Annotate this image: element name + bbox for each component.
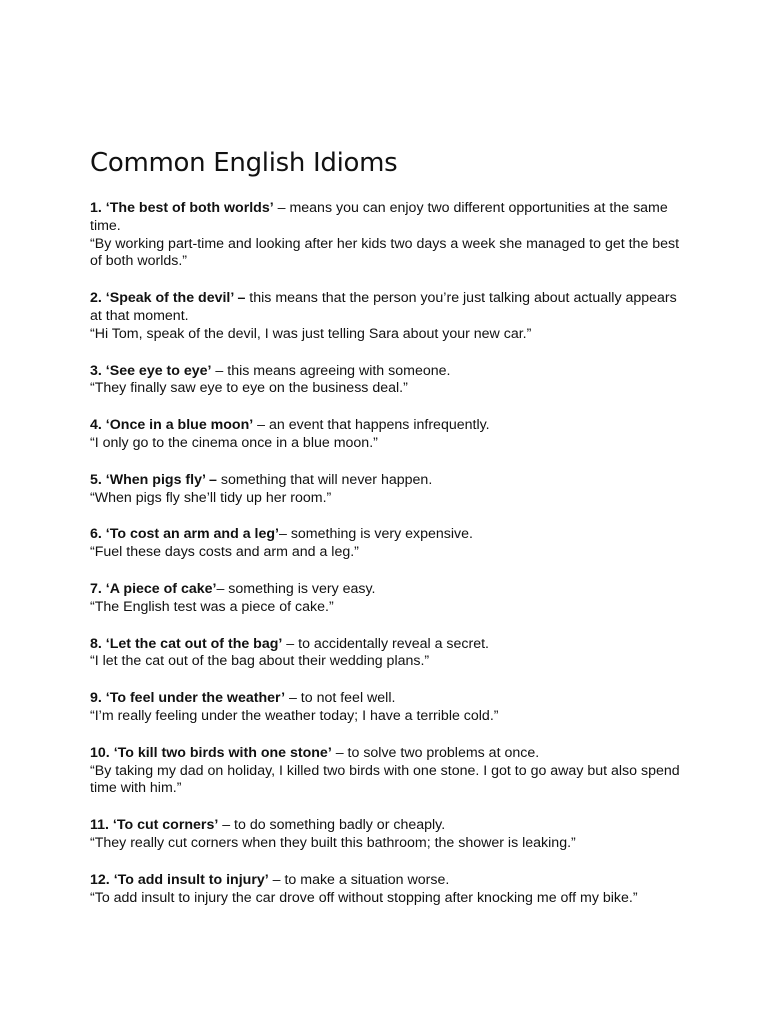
idiom-example: “I only go to the cinema once in a blue moon.” [90,434,378,451]
idiom-definition: – something is very easy. [216,580,376,597]
idiom-definition-line [90,581,690,599]
idiom-term: ‘To feel under the weather’ [105,690,286,707]
idiom-definition: – to make a situation worse. [268,871,450,888]
idiom-term: ‘When pigs fly’ – [105,471,217,488]
idiom-definition: – to accidentally reveal a secret. [282,635,489,652]
idiom-entry [90,817,690,853]
idiom-definition: – this means agreeing with someone. [211,362,451,379]
idiom-term: ‘To add insult to injury’ [113,871,269,888]
idiom-definition-line [90,872,690,890]
idiom-example: “When pigs fly she’ll tidy up her room.” [90,489,332,506]
idiom-definition-line [90,690,690,708]
idiom-term: ‘See eye to eye’ [105,362,212,379]
idiom-number: 11. [90,817,109,834]
idiom-entry [90,636,690,672]
idiom-term: ‘The best of both worlds’ [105,200,274,216]
idiom-example: “Hi Tom, speak of the devil, I was just telling Sara about your new car.” [90,325,532,342]
idiom-definition: something that will never happen. [216,471,433,488]
idiom-number: 4. [90,417,102,434]
idiom-entry [90,472,690,508]
idiom-entry [90,290,690,343]
idiom-entry [90,690,690,726]
idiom-term: ‘To cut corners’ [112,817,219,834]
idiom-entry [90,363,690,399]
idiom-example: “They really cut corners when they built this bathroom; the shower is leaking.” [90,834,576,851]
idiom-definition-line [90,363,690,381]
idiom-number: 9. [90,690,102,707]
idiom-entry [90,417,690,453]
idiom-number: 2. [90,290,102,307]
idiom-example: “Fuel these days costs and arm and a leg.” [90,544,359,561]
idiom-example: “The English test was a piece of cake.” [90,598,334,615]
idiom-definition-line [90,745,690,763]
idiom-definition: – means you can enjoy two different opportunities at the same time. [90,200,668,234]
document-page [90,143,690,926]
idiom-number: 12. [90,871,110,888]
idiom-definition: this means that the person you’re just talking about actually appears at that moment. [90,290,677,324]
page-title: Common English Idioms [90,148,398,178]
idiom-definition-line [90,472,690,490]
idiom-definition-line [90,417,690,435]
idiom-definition: – an event that happens infrequently. [253,417,490,434]
idiom-example: “I let the cat out of the bag about their wedding plans.” [90,653,430,670]
idiom-definition-line [90,817,690,835]
idiom-example: “To add insult to injury the car drove off without stopping after knocking me off my bike.” [90,889,638,906]
idiom-term: ‘Once in a blue moon’ [105,417,254,434]
idiom-number: 3. [90,362,102,379]
idiom-number: 6. [90,526,102,543]
idiom-example: “By working part-time and looking after her kids two days a week she managed to get the best of both worlds.” [90,235,680,270]
idiom-example: “They finally saw eye to eye on the business deal.” [90,380,408,397]
idiom-number: 8. [90,635,102,652]
idiom-definition-line [90,200,690,236]
idiom-term: ‘Let the cat out of the bag’ [105,635,283,652]
idiom-definition-line [90,636,690,654]
idiom-entry [90,581,690,617]
idiom-definition: – to do something badly or cheaply. [218,817,446,834]
idiom-entry [90,872,690,908]
idiom-definition-line [90,290,690,326]
idiom-number: 10. [90,744,110,761]
idiom-term: ‘To kill two birds with one stone’ [113,744,332,761]
idiom-definition: – to not feel well. [285,690,396,707]
idiom-definition: – to solve two problems at once. [331,744,540,761]
idiom-definition: – something is very expensive. [278,526,473,543]
idiom-number: 7. [90,580,102,597]
idiom-entry [90,526,690,562]
idiom-number: 1. [90,200,102,216]
idiom-term: ‘To cost an arm and a leg’ [105,526,279,543]
idiom-entry [90,200,690,271]
idiom-entry [90,745,690,798]
idiom-number: 5. [90,471,102,488]
idiom-example: “By taking my dad on holiday, I killed two birds with one stone. I got to go away but also spend time with him.” [90,762,680,797]
idiom-example: “I’m really feeling under the weather today; I have a terrible cold.” [90,707,499,724]
idiom-term: ‘A piece of cake’ [105,580,217,597]
idiom-definition-line [90,526,690,544]
idiom-term: ‘Speak of the devil’ – [105,290,246,307]
